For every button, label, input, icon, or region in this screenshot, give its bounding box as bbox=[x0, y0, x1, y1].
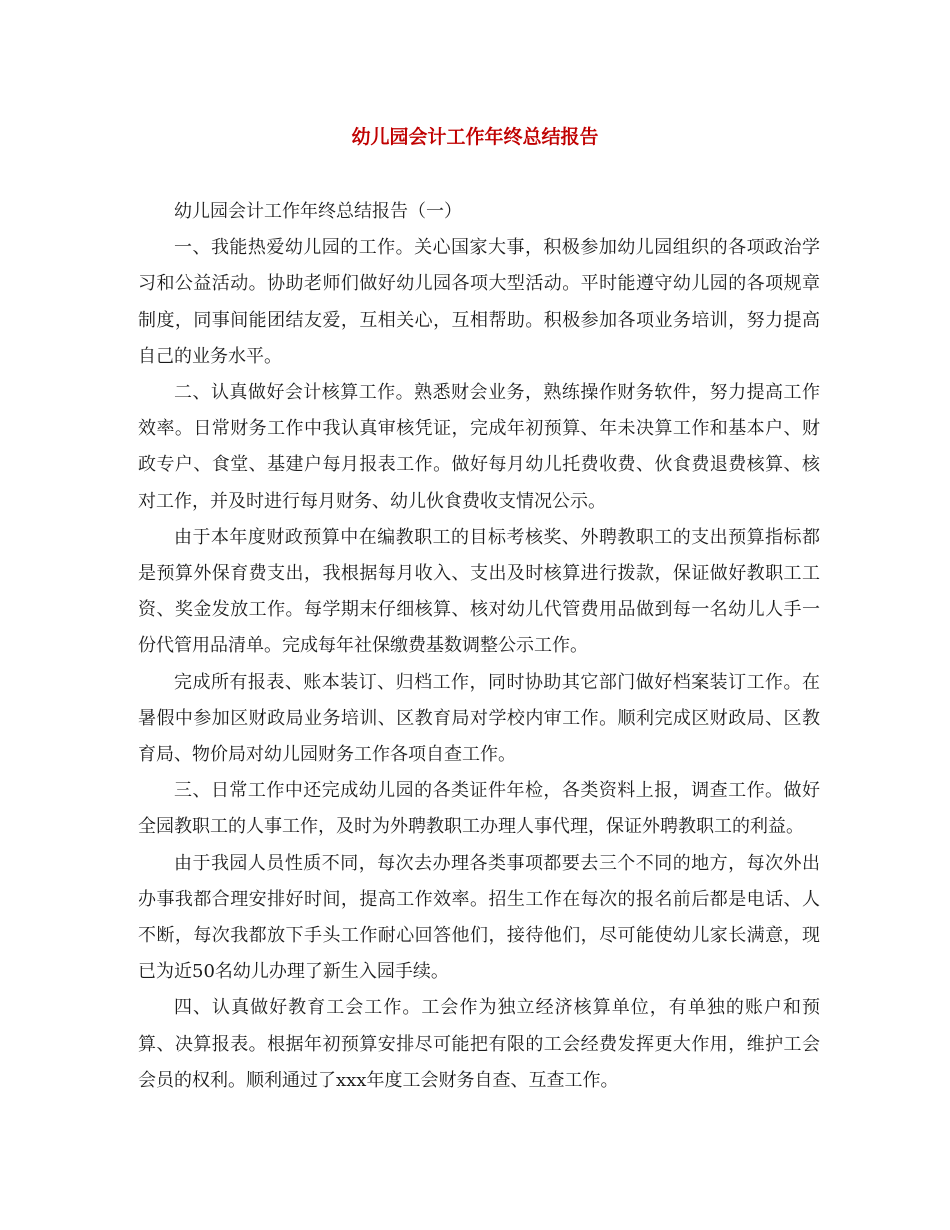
paragraph-archiving: 完成所有报表、账本装订、归档工作，同时协助其它部门做好档案装订工作。在暑假中参加区财政局业务培训、区教育局对学校内审工作。顺利完成区财政局、区教育局、物价局对幼儿园财务工作各项自查工作。 bbox=[138, 671, 820, 766]
paragraph-section-1: 一、我能热爱幼儿园的工作。关心国家大事，积极参加幼儿园组织的各项政治学习和公益活动。协助老师们做好幼儿园各项大型活动。平时能遵守幼儿园的各项规章制度，同事间能团结友爱，互相关心，互相帮助。积极参加各项业务培训，努力提高自己的业务水平。 bbox=[138, 237, 820, 367]
paragraph-subtitle: 幼儿园会计工作年终总结报告（一） bbox=[174, 201, 462, 222]
document-title: 幼儿园会计工作年终总结报告 bbox=[351, 126, 599, 148]
paragraph-section-3: 三、日常工作中还完成幼儿园的各类证件年检，各类资料上报，调查工作。做好全园教职工的人事工作，及时为外聘教职工办理人事代理，保证外聘教职工的利益。 bbox=[138, 780, 820, 838]
document-body bbox=[138, 194, 820, 1099]
paragraph-budget: 由于本年度财政预算中在编教职工的目标考核奖、外聘教职工的支出预算指标都是预算外保育费支出，我根据每月收入、支出及时核算进行拨款，保证做好教职工工资、奖金发放工作。每学期末仔细核算、核对幼儿代管费用品做到每一名幼儿人手一份代管用品清单。完成每年社保缴费基数调整公示工作。 bbox=[138, 526, 820, 657]
paragraph-section-4: 四、认真做好教育工会工作。工会作为独立经济核算单位，有单独的账户和预算、决算报表。根据年初预算安排尽可能把有限的工会经费发挥更大作用，维护工会会员的权利。顺利通过了xxx年度工会财务自查、互查工作。 bbox=[138, 997, 820, 1091]
paragraph-enrollment: 由于我园人员性质不同，每次去办理各类事项都要去三个不同的地方，每次外出办事我都合理安排好时间，提高工作效率。招生工作在每次的报名前后都是电话、人不断，每次我都放下手头工作耐心回答他们，接待他们，尽可能使幼儿家长满意，现已为近50名幼儿办理了新生入园手续。 bbox=[138, 852, 820, 983]
paragraph-section-2: 二、认真做好会计核算工作。熟悉财会业务，熟练操作财务软件，努力提高工作效率。日常财务工作中我认真审核凭证，完成年初预算、年未决算工作和基本户、财政专户、食堂、基建户每月报表工作。做好每月幼儿托费收费、伙食费退费核算、核对工作，并及时进行每月财务、幼儿伙食费收支情况公示。 bbox=[138, 382, 820, 512]
